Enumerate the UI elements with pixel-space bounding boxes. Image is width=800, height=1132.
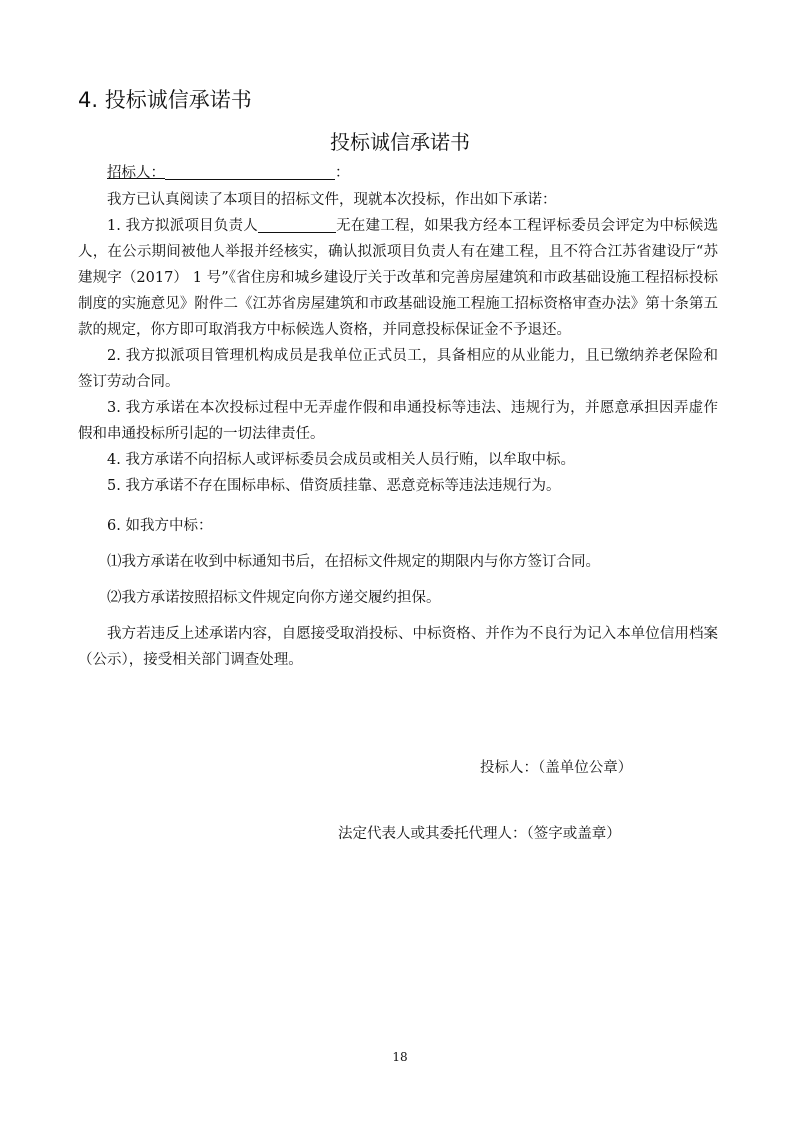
commitment-item-5: 5. 我方承诺不存在围标串标、借资质挂靠、恶意竞标等违法违规行为。 bbox=[107, 478, 561, 494]
item-1-lead: 1. 我方拟派项目负责人 bbox=[107, 218, 258, 234]
addressee-blank bbox=[165, 165, 335, 180]
document-title: 投标诚信承诺书 bbox=[330, 130, 470, 154]
closing-paragraph: 我方若违反上述承诺内容，自愿接受取消投标、中标资格、并作为不良行为记入本单位信用档案（公示），接受相关部门调查处理。 bbox=[78, 626, 718, 668]
commitment-item-3: 3. 我方承诺在本次投标过程中无弄虚作假和串通投标等违法、违规行为，并愿意承担因弄虚作假和串通投标所引起的一切法律责任。 bbox=[78, 400, 718, 442]
addressee-line bbox=[107, 161, 350, 182]
item-1-rest: 无在建工程，如果我方经本工程评标委员会评定为中标候选人，在公示期间被他人举报并经核实，确认拟派项目负责人有在建工程，且不符合江苏省建设厅“苏建规字（2017） 1 号”《省住房和城乡建设厅关于改革和完善房屋建筑和市政基础设施工程招标投标制度的实施意见》附件二《江苏省房屋建筑和市政基础设施工程施工招标资格审查办法》第十条第五款的规定，你方即可取消我方中标候选人资格，并同意投标保证金不予退还。 bbox=[78, 218, 718, 338]
commitment-item-6-2: ⑵我方承诺按照招标文件规定向你方递交履约担保。 bbox=[107, 590, 441, 606]
addressee-suffix: ： bbox=[335, 165, 350, 181]
section-heading: 4. 投标诚信承诺书 bbox=[78, 88, 252, 112]
representative-signature-line: 法定代表人或其委托代理人：（签字或盖章） bbox=[338, 826, 621, 842]
project-manager-blank bbox=[258, 218, 336, 233]
bidder-signature-line: 投标人：（盖单位公章） bbox=[480, 760, 633, 776]
commitment-item-6: 6. 如我方中标： bbox=[107, 518, 213, 534]
commitment-item-6-1: ⑴我方承诺在收到中标通知书后，在招标文件规定的期限内与你方签订合同。 bbox=[107, 554, 600, 570]
commitment-body bbox=[78, 187, 718, 673]
addressee-label: 招标人： bbox=[107, 165, 165, 181]
commitment-item-1 bbox=[78, 213, 718, 343]
commitment-item-4: 4. 我方承诺不向招标人或评标委员会成员或相关人员行贿，以牟取中标。 bbox=[107, 452, 575, 468]
intro-paragraph: 我方已认真阅读了本项目的招标文件，现就本次投标，作出如下承诺： bbox=[107, 192, 557, 208]
page-number: 18 bbox=[392, 1050, 408, 1064]
commitment-item-2: 2. 我方拟派项目管理机构成员是我单位正式员工，具备相应的从业能力，且已缴纳养老保险和签订劳动合同。 bbox=[78, 348, 718, 390]
